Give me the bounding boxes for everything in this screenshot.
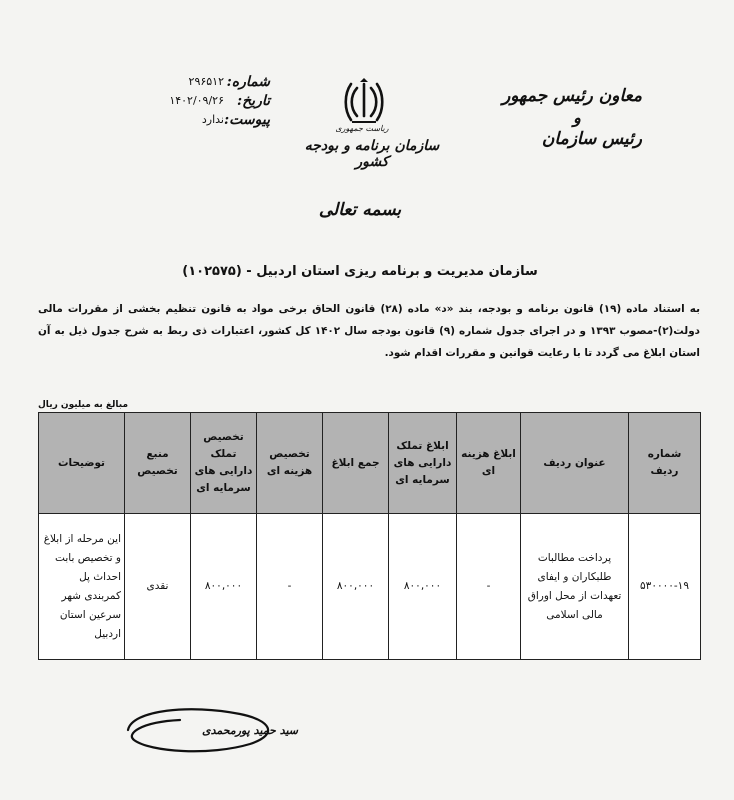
title-line-3: رئیس سازمان <box>541 129 642 149</box>
signatory-name: سید حمید پورمحمدی <box>201 724 298 737</box>
body-paragraph: به استناد ماده (۱۹) قانون برنامه و بودجه، بند «د» ماده (۲۸) قانون الحاق برخی مواد به قانون تنظیم بخشی از مقررات مالی دولت(۲)-مصوب ۱۳۹۳ و در اجرای جدول شماره (۹) قانون بودجه سال ۱۴۰۲ کل کشور، اعتبارات ذی ربط به شرح جدول ذیل به آن استان ابلاغ می گردد تا با رعایت قوانین و مقررات اقدام شود. <box>38 303 700 359</box>
number-value: ۲۹۶۵۱۲ <box>188 75 224 88</box>
attachment-label: پیوست: <box>224 111 270 128</box>
col-total-notify: جمع ابلاغ <box>323 413 389 514</box>
col-capital-notify: ابلاغ تملک دارایی های سرمایه ای <box>389 413 457 514</box>
vice-president-title <box>482 86 642 149</box>
cell-row-number: ۵۳۰۰۰۰-۱۹ <box>629 514 701 660</box>
organization-name: سازمان برنامه و بودجه کشور <box>304 138 440 170</box>
attachment-value: ندارد <box>201 113 224 126</box>
date-value: ۱۴۰۲/۰۹/۲۶ <box>169 94 224 107</box>
letter-meta <box>110 72 270 129</box>
table-row <box>39 514 701 660</box>
col-row-number: شماره ردیف <box>629 413 701 514</box>
col-capital-alloc: تخصیص تملک دارایی های سرمایه ای <box>191 413 257 514</box>
col-description: توضیحات <box>39 413 125 514</box>
col-row-title: عنوان ردیف <box>521 413 629 514</box>
title-line-2: و <box>573 108 581 127</box>
meta-attachment <box>110 110 270 129</box>
meta-number <box>110 72 270 91</box>
cell-row-title: پرداخت مطالبات طلبکاران و ایفای تعهدات از محل اوراق مالی اسلامی <box>521 514 629 660</box>
cell-capital-notify: ۸۰۰,۰۰۰ <box>389 514 457 660</box>
col-current-notify: ابلاغ هزینه ای <box>457 413 521 514</box>
date-label: تاریخ: <box>236 92 270 109</box>
allocation-table <box>38 412 701 660</box>
cell-description: این مرحله از ابلاغ و تخصیص بابت احداث پل کمربندی شهر سرعین استان اردبیل <box>39 514 125 660</box>
emblem-caption: ریاست جمهوری <box>335 124 389 133</box>
document-title: سازمان مدیریت و برنامه ریزی استان اردبیل - (۱۰۲۵۷۵) <box>182 264 538 279</box>
cell-current-alloc: - <box>257 514 323 660</box>
cell-current-notify: - <box>457 514 521 660</box>
cell-total-notify: ۸۰۰,۰۰۰ <box>323 514 389 660</box>
unit-note: مبالغ به میلیون ریال <box>38 400 129 410</box>
title-line-1: معاون رئیس جمهور <box>502 86 642 106</box>
table-header-row <box>39 413 701 514</box>
col-current-alloc: تخصیص هزینه ای <box>257 413 323 514</box>
number-label: شماره: <box>226 73 270 90</box>
iran-emblem-icon <box>342 78 386 126</box>
cell-capital-alloc: ۸۰۰,۰۰۰ <box>191 514 257 660</box>
cell-source: نقدی <box>125 514 191 660</box>
col-source: منبع تخصیص <box>125 413 191 514</box>
meta-date <box>110 91 270 110</box>
bismillah-heading: بسمه تعالی <box>318 200 402 220</box>
